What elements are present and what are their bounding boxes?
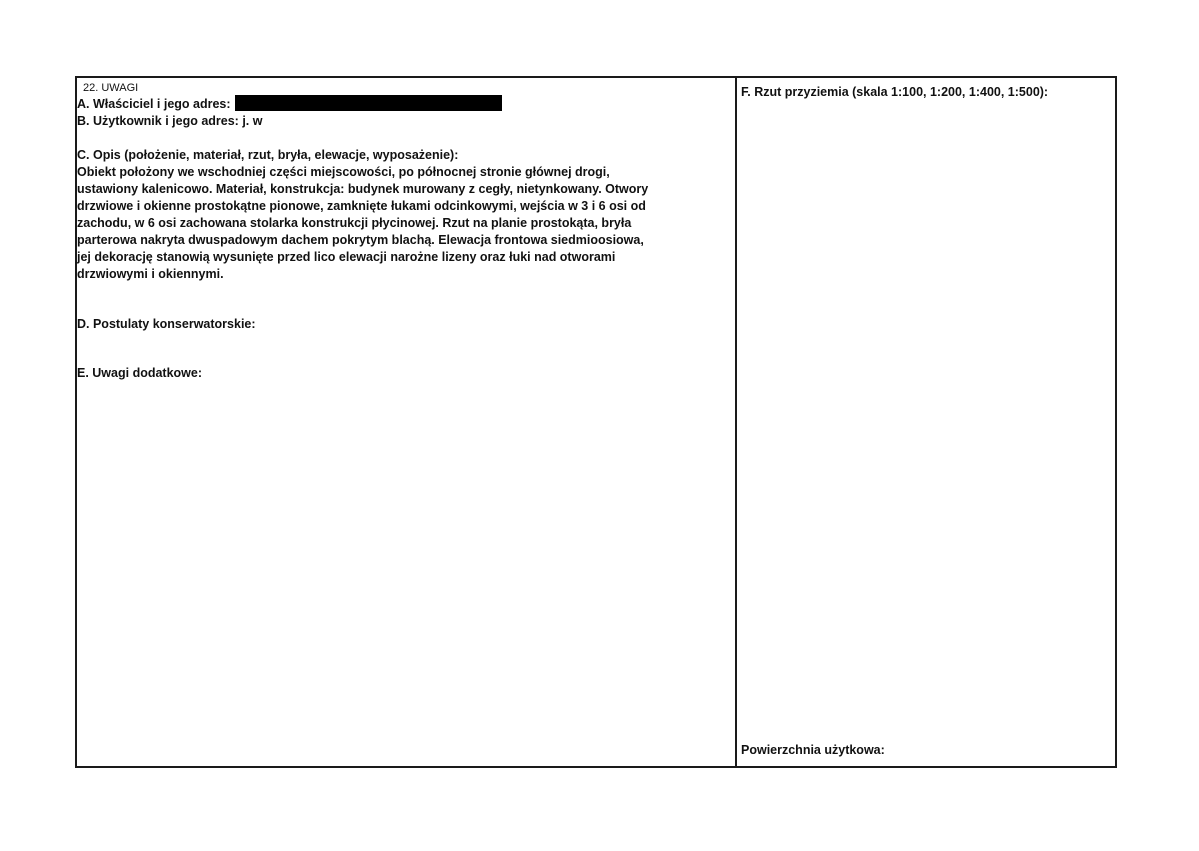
description-line: drzwiowe i okienne prostokątne pionowe, zamknięte łukami odcinkowymi, wejścia w 3 i 6 osi od [77, 199, 646, 213]
floor-plan-label: F. Rzut przyziemia (skala 1:100, 1:200, 1:400, 1:500): [741, 85, 1049, 99]
owner-label: A. Właściciel i jego adres: [77, 97, 231, 111]
column-divider [735, 76, 737, 768]
description-line: Obiekt położony we wschodniej części miejscowości, po północnej stronie głównej drogi, [77, 165, 610, 179]
owner-line [77, 95, 733, 113]
postulates-label: D. Postulaty konserwatorskie: [77, 317, 256, 331]
section-label: 22. UWAGI [83, 82, 139, 94]
description-line: ustawiony kalenicowo. Materiał, konstrukcja: budynek murowany z cegły, nietynkowany. Otwory [77, 182, 649, 196]
description-line: parterowa nakryta dwuspadowym dachem pokrytym blachą. Elewacja frontowa siedmioosiowa, [77, 233, 644, 247]
description-heading: C. Opis (położenie, materiał, rzut, bryła, elewacje, wyposażenie): [77, 148, 459, 162]
user-label: B. Użytkownik i jego adres: j. w [77, 114, 263, 128]
redaction-block [235, 95, 502, 111]
left-column [77, 82, 733, 382]
remarks-label: E. Uwagi dodatkowe: [77, 366, 203, 380]
description-body [77, 164, 733, 283]
usable-area-label: Powierzchnia użytkowa: [741, 743, 885, 757]
description-line: jej dekorację stanowią wysunięte przed lico elewacji narożne lizeny oraz łuki nad otworami [77, 250, 616, 264]
description-line: zachodu, w 6 osi zachowana stolarka konstrukcji płycinowej. Rzut na planie prostokąta, bryła [77, 216, 632, 230]
description-line: drzwiowymi i okiennymi. [77, 267, 224, 281]
